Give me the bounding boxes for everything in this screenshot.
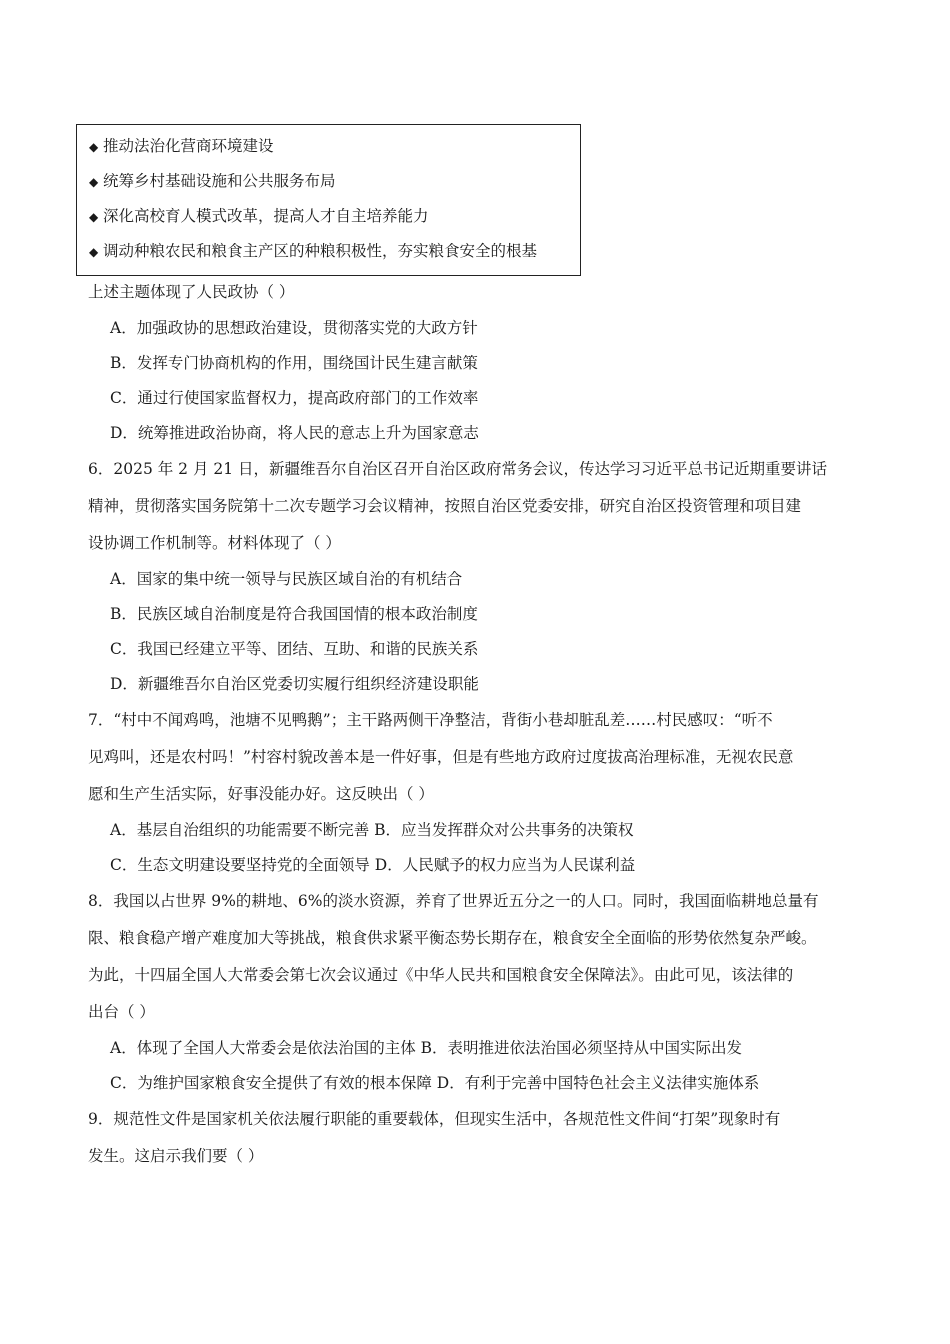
q7-options-ab: A．基层自治组织的功能需要不断完善 B．应当发挥群众对公共事务的决策权 bbox=[110, 821, 634, 839]
q7-stem-line: 7．“村中不闻鸡鸣，池塘不见鸭鹅”；主干路两侧干净整洁，背街小巷却脏乱差……村民感叹：“听不 bbox=[88, 711, 773, 729]
q6-option-a: A．国家的集中统一领导与民族区域自治的有机结合 bbox=[110, 570, 463, 588]
diamond-bullet-icon: ◆ bbox=[89, 175, 99, 189]
q7-stem-line: 见鸡叫，还是农村吗！”村容村貌改善本是一件好事，但是有些地方政府过度拔高治理标准，无视农民意 bbox=[88, 748, 794, 766]
q9-stem-line: 9．规范性文件是国家机关依法履行职能的重要载体，但现实生活中，各规范性文件间“打架”现象时有 bbox=[88, 1110, 781, 1128]
q8-stem-line: 为此，十四届全国人大常委会第七次会议通过《中华人民共和国粮食安全保障法》。由此可见，该法律的 bbox=[88, 966, 794, 984]
q8-stem-line: 出台（ ） bbox=[88, 1003, 155, 1021]
q6-stem-line: 精神，贯彻落实国务院第十二次专题学习会议精神，按照自治区党委安排，研究自治区投资管理和项目建 bbox=[88, 497, 802, 515]
q8-stem-line: 限、粮食稳产增产难度加大等挑战，粮食供求紧平衡态势长期存在，粮食安全全面临的形势依然复杂严峻。 bbox=[88, 929, 817, 947]
intro-item: ◆ 推动法治化营商环境建设 bbox=[89, 137, 274, 155]
q6-option-b: B．民族区域自治制度是符合我国国情的根本政治制度 bbox=[110, 605, 478, 623]
q6-stem-line: 设协调工作机制等。材料体现了（ ） bbox=[88, 534, 341, 552]
q5-option-d: D．统筹推进政治协商，将人民的意志上升为国家意志 bbox=[110, 424, 479, 442]
diamond-bullet-icon: ◆ bbox=[89, 245, 99, 259]
q8-options-cd: C．为维护国家粮食安全提供了有效的根本保障 D．有利于完善中国特色社会主义法律实施体系 bbox=[110, 1074, 760, 1092]
intro-item: ◆ 统筹乡村基础设施和公共服务布局 bbox=[89, 172, 336, 190]
q5-option-b: B．发挥专门协商机构的作用，围绕国计民生建言献策 bbox=[110, 354, 478, 372]
q6-stem-line: 6．2025 年 2 月 21 日，新疆维吾尔自治区召开自治区政府常务会议，传达学习习近平总书记近期重要讲话 bbox=[88, 460, 828, 478]
q7-options-cd: C．生态文明建设要坚持党的全面领导 D．人民赋予的权力应当为人民谋利益 bbox=[110, 856, 636, 874]
diamond-bullet-icon: ◆ bbox=[89, 210, 99, 224]
q5-option-c: C．通过行使国家监督权力，提高政府部门的工作效率 bbox=[110, 389, 479, 407]
q6-option-c: C．我国已经建立平等、团结、互助、和谐的民族关系 bbox=[110, 640, 479, 658]
q7-stem-line: 愿和生产生活实际，好事没能办好。这反映出（ ） bbox=[88, 785, 434, 803]
intro-box bbox=[76, 124, 581, 276]
intro-item: ◆ 调动种粮农民和粮食主产区的种粮积极性，夯实粮食安全的根基 bbox=[89, 242, 538, 260]
q6-option-d: D．新疆维吾尔自治区党委切实履行组织经济建设职能 bbox=[110, 675, 479, 693]
q9-stem-line: 发生。这启示我们要（ ） bbox=[88, 1147, 264, 1165]
q8-options-ab: A．体现了全国人大常委会是依法治国的主体 B．表明推进依法治国必须坚持从中国实际出发 bbox=[110, 1039, 743, 1057]
q8-stem-line: 8．我国以占世界 9%的耕地、6%的淡水资源，养育了世界近五分之一的人口。同时，我国面临耕地总量有 bbox=[88, 892, 819, 910]
intro-item: ◆ 深化高校育人模式改革，提高人才自主培养能力 bbox=[89, 207, 429, 225]
diamond-bullet-icon: ◆ bbox=[89, 140, 99, 154]
q5-stem: 上述主题体现了人民政协（ ） bbox=[88, 283, 295, 301]
q5-option-a: A．加强政协的思想政治建设，贯彻落实党的大政方针 bbox=[110, 319, 478, 337]
